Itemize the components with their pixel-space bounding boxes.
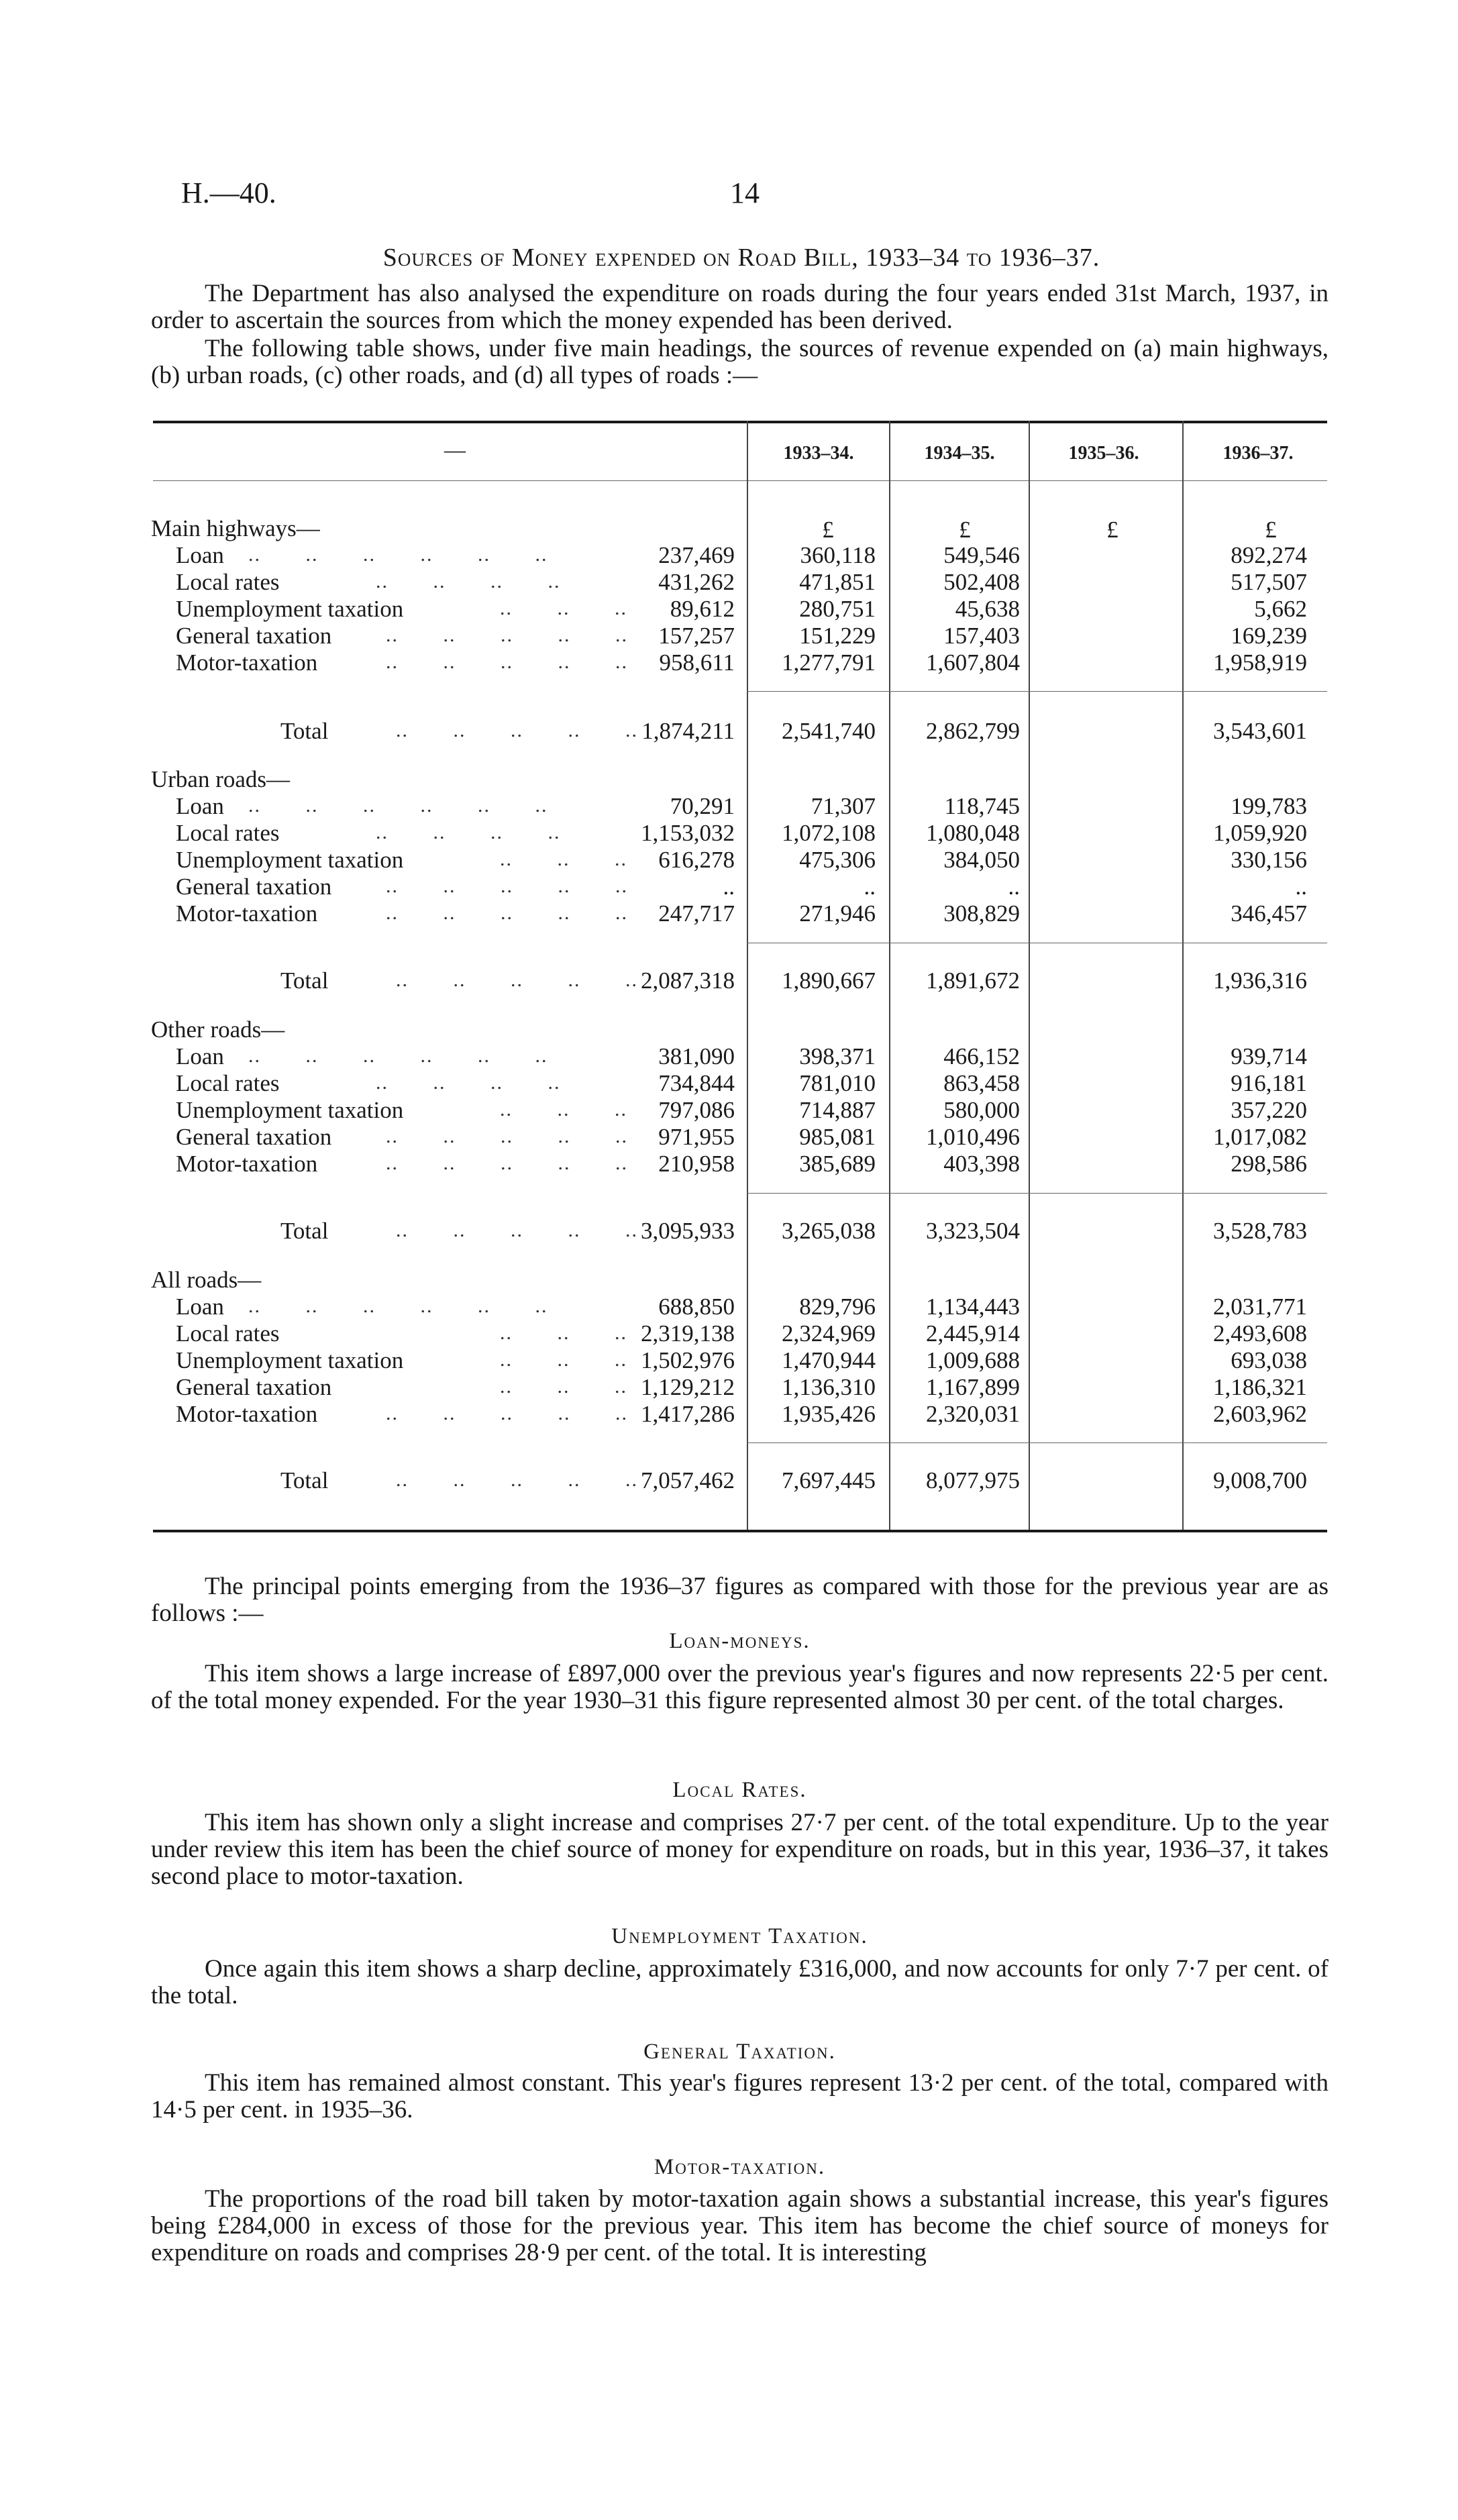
table-cell: 357,220 xyxy=(1231,1097,1307,1123)
table-cell: 157,403 xyxy=(943,623,1020,649)
leader-dots: .. .. .. .. .. .. xyxy=(248,1045,548,1067)
table-cell: 616,278 xyxy=(658,847,735,873)
table-cell: 1,186,321 xyxy=(1213,1374,1307,1400)
table-cell: 169,239 xyxy=(1231,623,1307,649)
unit-label: £ xyxy=(959,517,971,543)
column-header-1934-35: 1934–35. xyxy=(924,443,995,464)
leader-dots: .. .. .. .. .. .. xyxy=(248,794,548,817)
row-label: General taxation xyxy=(176,1374,332,1400)
leader-dots: .. .. .. .. .. xyxy=(396,719,638,741)
row-label: Local rates xyxy=(176,820,280,846)
table-cell: 1,958,919 xyxy=(1213,649,1307,676)
page-title: Sources of Money expended on Road Bill, 1933–34 to 1936–37. xyxy=(382,244,1100,272)
table-cell: 280,751 xyxy=(799,596,876,622)
section-heading: Urban roads— xyxy=(151,766,291,792)
section-text-unemployment-taxation: Once again this item shows a sharp decline, approximately £316,000, and now accounts for only 7·7 per cent. of the total. xyxy=(151,1955,1329,2009)
leader-dots: .. .. .. xyxy=(500,1098,627,1120)
table-cell: 2,320,031 xyxy=(926,1401,1020,1427)
summary-paragraph: The principal points emerging from the 1936–37 figures as compared with those for the previous year are as follows :— xyxy=(151,1573,1329,1627)
total-label: Total xyxy=(280,967,329,994)
leader-dots: .. .. .. .. .. xyxy=(386,875,628,897)
total-label: Total xyxy=(280,1467,329,1493)
table-cell: 151,229 xyxy=(799,623,876,649)
table-cell: 381,090 xyxy=(658,1043,735,1069)
total-rule xyxy=(747,1193,1327,1194)
leader-dots: .. .. .. xyxy=(500,1349,627,1371)
table-total-cell: 3,265,038 xyxy=(782,1218,876,1244)
table-cell: 781,010 xyxy=(799,1070,876,1096)
table-cell: 1,129,212 xyxy=(641,1374,735,1400)
leader-dots: .. .. .. .. .. .. xyxy=(248,1295,548,1317)
table-cell: 916,181 xyxy=(1231,1070,1307,1096)
table-cell: 1,470,944 xyxy=(782,1347,876,1373)
row-label: Motor-taxation xyxy=(176,649,318,676)
table-cell: 471,851 xyxy=(799,569,876,595)
table-cell: 271,946 xyxy=(799,900,876,927)
header-divider xyxy=(153,480,1327,481)
table-cell: 403,398 xyxy=(943,1151,1020,1177)
table-cell: 247,717 xyxy=(658,900,735,927)
row-label: Local rates xyxy=(176,569,280,595)
table-cell: .. xyxy=(864,874,876,900)
row-label: Loan xyxy=(176,1043,224,1069)
table-cell: 2,324,969 xyxy=(782,1320,876,1347)
table-total-cell: 2,862,799 xyxy=(926,718,1020,744)
table-total-cell: 1,890,667 xyxy=(782,967,876,994)
table-cell: 385,689 xyxy=(799,1151,876,1177)
row-label: Loan xyxy=(176,542,224,568)
table-cell: 714,887 xyxy=(799,1097,876,1123)
row-label: General taxation xyxy=(176,1124,332,1150)
leader-dots: .. .. .. .. .. xyxy=(396,1469,638,1491)
table-cell: 384,050 xyxy=(943,847,1020,873)
table-cell: 1,010,496 xyxy=(926,1124,1020,1150)
table-cell: 688,850 xyxy=(658,1294,735,1320)
table-cell: 431,262 xyxy=(658,569,735,595)
table-cell: 237,469 xyxy=(658,542,735,568)
table-cell: 5,662 xyxy=(1254,596,1307,622)
row-label: Motor-taxation xyxy=(176,900,318,927)
table-total-cell: 1,874,211 xyxy=(641,718,735,744)
table-cell: 971,955 xyxy=(658,1124,735,1150)
total-label: Total xyxy=(280,1218,329,1244)
leader-dots: .. .. .. xyxy=(500,848,627,870)
table-cell: 308,829 xyxy=(943,900,1020,927)
table-cell: 693,038 xyxy=(1231,1347,1307,1373)
section-heading: All roads— xyxy=(151,1267,262,1293)
table-cell: 70,291 xyxy=(670,793,735,819)
page-number: 14 xyxy=(730,176,760,209)
leader-dots: .. .. .. .. .. xyxy=(386,1152,628,1174)
table-cell: 398,371 xyxy=(799,1043,876,1069)
row-label: Unemployment taxation xyxy=(176,1347,404,1373)
table-cell: 797,086 xyxy=(658,1097,735,1123)
table-total-cell: 9,008,700 xyxy=(1213,1467,1307,1493)
row-label: General taxation xyxy=(176,623,332,649)
table-cell: 2,319,138 xyxy=(641,1320,735,1347)
row-label: Loan xyxy=(176,793,224,819)
table-total-cell: 7,697,445 xyxy=(782,1467,876,1493)
table-cell: 580,000 xyxy=(943,1097,1020,1123)
table-cell: 360,118 xyxy=(800,542,876,568)
table-total-cell: 1,891,672 xyxy=(926,967,1020,994)
row-label: Local rates xyxy=(176,1320,280,1347)
section-text-local-rates: This item has shown only a slight increase and comprises 27·7 per cent. of the total expenditure. Up to the year under review this item has been the chief source of money for expenditure on roads, but in this year, 1936–37, it takes second place to motor-taxation. xyxy=(151,1809,1329,1890)
section-heading: Main highways— xyxy=(151,515,320,541)
leader-dots: .. .. .. .. .. xyxy=(386,1402,628,1424)
table-cell: 2,603,962 xyxy=(1213,1401,1307,1427)
table-cell: 466,152 xyxy=(943,1043,1020,1069)
table-cell: 1,277,791 xyxy=(782,649,876,676)
table-cell: 1,080,048 xyxy=(926,820,1020,846)
row-label: Unemployment taxation xyxy=(176,1097,404,1123)
table-cell: .. xyxy=(1295,874,1307,900)
table-cell: .. xyxy=(1008,874,1020,900)
table-cell: 1,072,108 xyxy=(782,820,876,846)
table-cell: 2,445,914 xyxy=(926,1320,1020,1347)
row-label: Loan xyxy=(176,1294,224,1320)
total-rule xyxy=(747,1442,1327,1443)
table-cell: 118,745 xyxy=(944,793,1020,819)
table-cell: 1,607,804 xyxy=(926,649,1020,676)
leader-dots: .. .. .. .. .. xyxy=(386,651,628,673)
leader-dots: .. .. .. .. .. xyxy=(396,1219,638,1241)
leader-dots: .. .. .. .. xyxy=(376,1071,561,1094)
table-total-cell: 3,095,933 xyxy=(641,1218,735,1244)
table-cell: .. xyxy=(723,874,735,900)
table-cell: 199,783 xyxy=(1231,793,1307,819)
leader-dots: .. .. .. xyxy=(500,1375,627,1398)
column-header-1936-37: 1936–37. xyxy=(1222,443,1294,464)
row-label: Local rates xyxy=(176,1070,280,1096)
blank-header-cell: — xyxy=(444,437,466,462)
section-heading-unemployment-taxation: Unemployment Taxation. xyxy=(611,1924,868,1948)
table-total-cell: 2,087,318 xyxy=(641,967,735,994)
table-cell: 517,507 xyxy=(1231,569,1307,595)
table-cell: 939,714 xyxy=(1231,1043,1307,1069)
column-header-1933-34: 1933–34. xyxy=(783,443,854,464)
leader-dots: .. .. .. .. xyxy=(376,821,561,843)
row-label: Unemployment taxation xyxy=(176,596,404,622)
table-cell: 330,156 xyxy=(1231,847,1307,873)
table-cell: 89,612 xyxy=(670,596,735,622)
table-total-cell: 2,541,740 xyxy=(782,718,876,744)
table-cell: 734,844 xyxy=(658,1070,735,1096)
table-cell: 2,493,608 xyxy=(1213,1320,1307,1347)
leader-dots: .. .. .. .. xyxy=(376,570,561,592)
column-header-1935-36: 1935–36. xyxy=(1068,443,1139,464)
leader-dots: .. .. .. xyxy=(500,1322,627,1344)
section-heading-motor-taxation: Motor-taxation. xyxy=(654,2155,826,2179)
section-heading-general-taxation: General Taxation. xyxy=(643,2040,836,2064)
section-heading: Other roads— xyxy=(151,1016,285,1043)
section-heading-loan-moneys: Loan-moneys. xyxy=(669,1629,811,1653)
table-cell: 475,306 xyxy=(799,847,876,873)
table-cell: 346,457 xyxy=(1231,900,1307,927)
section-heading-local-rates: Local Rates. xyxy=(672,1778,807,1802)
unit-label: £ xyxy=(1265,517,1277,543)
table-cell: 2,031,771 xyxy=(1213,1294,1307,1320)
table-cell: 863,458 xyxy=(943,1070,1020,1096)
table-cell: 1,153,032 xyxy=(641,820,735,846)
table-total-cell: 1,936,316 xyxy=(1213,967,1307,994)
table-cell: 1,417,286 xyxy=(641,1401,735,1427)
unit-label: £ xyxy=(822,517,834,543)
table-cell: 892,274 xyxy=(1231,542,1307,568)
total-rule xyxy=(747,691,1327,692)
section-text-general-taxation: This item has remained almost constant. This year's figures represent 13·2 per cent. of the total, compared with 14·5 per cent. in 1935–36. xyxy=(151,2069,1329,2123)
table-cell: 502,408 xyxy=(943,569,1020,595)
table-cell: 829,796 xyxy=(799,1294,876,1320)
table-cell: 958,611 xyxy=(659,649,735,676)
table-cell: 1,167,899 xyxy=(926,1374,1020,1400)
section-text-loan-moneys: This item shows a large increase of £897,000 over the previous year's figures and now represents 22·5 per cent. of the total money expended. For the year 1930–31 this figure represented almost 30 per cent. of the total charges. xyxy=(151,1660,1329,1714)
table-total-cell: 3,528,783 xyxy=(1213,1218,1307,1244)
leader-dots: .. .. .. .. .. .. xyxy=(248,543,548,566)
table-bottom-rule xyxy=(153,1530,1327,1532)
table-top-rule xyxy=(153,421,1327,423)
unit-label: £ xyxy=(1106,517,1118,543)
table-total-cell: 8,077,975 xyxy=(926,1467,1020,1493)
table-cell: 210,958 xyxy=(658,1151,735,1177)
table-cell: 157,257 xyxy=(658,623,735,649)
leader-dots: .. .. .. .. .. xyxy=(386,1125,628,1147)
row-label: Motor-taxation xyxy=(176,1151,318,1177)
table-total-cell: 7,057,462 xyxy=(641,1467,735,1493)
leader-dots: .. .. .. .. .. xyxy=(386,902,628,924)
row-label: Unemployment taxation xyxy=(176,847,404,873)
leader-dots: .. .. .. .. .. xyxy=(396,969,638,991)
table-cell: 1,059,920 xyxy=(1213,820,1307,846)
table-cell: 1,134,443 xyxy=(926,1294,1020,1320)
table-cell: 1,502,976 xyxy=(641,1347,735,1373)
intro-paragraph-2: The following table shows, under five main headings, the sources of revenue expended on (a) main highways, (b) urban roads, (c) other roads, and (d) all types of roads :— xyxy=(151,335,1329,389)
row-label: Motor-taxation xyxy=(176,1401,318,1427)
section-text-motor-taxation: The proportions of the road bill taken by motor-taxation again shows a substantial increase, this year's figures being £284,000 in excess of those for the previous year. This item has become the chief source of moneys for expenditure on roads and comprises 28·9 per cent. of the total. It is interesting xyxy=(151,2185,1329,2266)
table-total-cell: 3,323,504 xyxy=(926,1218,1020,1244)
table-cell: 549,546 xyxy=(943,542,1020,568)
table-cell: 1,136,310 xyxy=(782,1374,876,1400)
table-cell: 1,009,688 xyxy=(926,1347,1020,1373)
document-reference: H.—40. xyxy=(181,176,276,209)
table-cell: 45,638 xyxy=(955,596,1020,622)
total-label: Total xyxy=(280,718,329,744)
leader-dots: .. .. .. .. .. xyxy=(386,624,628,646)
table-total-cell: 3,543,601 xyxy=(1213,718,1307,744)
table-cell: 71,307 xyxy=(811,793,876,819)
table-cell: 985,081 xyxy=(799,1124,876,1150)
table-cell: 1,935,426 xyxy=(782,1401,876,1427)
intro-paragraph-1: The Department has also analysed the expenditure on roads during the four years ended 31st March, 1937, in order to ascertain the sources from which the money expended has been derived. xyxy=(151,280,1329,334)
leader-dots: .. .. .. xyxy=(500,597,627,619)
table-cell: 298,586 xyxy=(1231,1151,1307,1177)
table-cell: 1,017,082 xyxy=(1213,1124,1307,1150)
row-label: General taxation xyxy=(176,874,332,900)
column-divider xyxy=(1029,421,1030,1530)
